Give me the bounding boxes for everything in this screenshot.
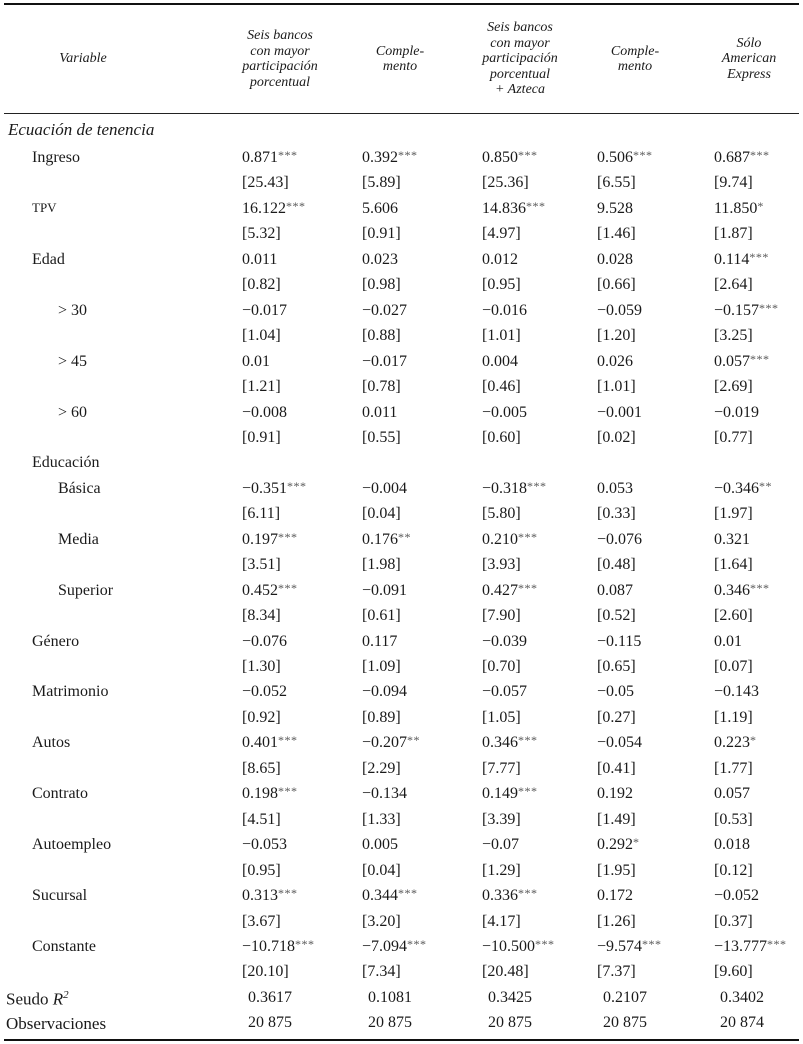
- t-stat-cell: [5.32]: [242, 225, 281, 243]
- footer-value-cell: 0.3425: [488, 989, 532, 1006]
- row-label: Básica: [58, 479, 101, 497]
- t-stat-cell: [0.92]: [242, 708, 281, 726]
- table-row: [0, 528, 803, 553]
- significance-stars: ***: [278, 733, 298, 748]
- table-row: [0, 833, 803, 858]
- coefficient-cell: −13.777***: [714, 936, 787, 955]
- coefficient-cell: 0.197***: [242, 529, 298, 548]
- coefficient-cell: −0.001: [597, 403, 643, 421]
- coefficient-cell: 0.336***: [482, 886, 538, 905]
- significance-stars: ***: [398, 148, 418, 162]
- significance-stars: ***: [518, 784, 538, 799]
- coefficient-cell: 0.210***: [482, 529, 538, 548]
- coefficient-cell: 0.149***: [482, 784, 538, 803]
- row-label: > 60: [58, 403, 88, 421]
- footer-value-cell: 0.3617: [248, 989, 292, 1006]
- footer-value-cell: 20 874: [720, 1014, 764, 1031]
- row-label: Matrimonio: [32, 683, 109, 701]
- coefficient-cell: 5.606: [362, 199, 398, 217]
- table-row-tstat: [0, 910, 803, 935]
- t-stat-cell: [1.01]: [482, 327, 521, 345]
- section-title: Ecuación de tenencia: [8, 120, 155, 139]
- coefficient-cell: −0.005: [482, 403, 528, 421]
- t-stat-cell: [2.69]: [714, 378, 753, 396]
- t-stat-cell: [25.43]: [242, 174, 289, 192]
- row-label: Constante: [32, 937, 96, 955]
- footer-value-cell: 20 875: [488, 1014, 532, 1031]
- t-stat-cell: [3.20]: [362, 912, 401, 930]
- coefficient-cell: 0.012: [482, 250, 518, 268]
- footer-label: Seudo $R^2$: [6, 989, 69, 1009]
- t-stat-cell: [0.04]: [362, 861, 401, 879]
- t-stat-cell: [1.04]: [242, 327, 281, 345]
- t-stat-cell: [1.33]: [362, 810, 401, 828]
- table-row: [0, 579, 803, 604]
- t-stat-cell: [0.82]: [242, 276, 281, 294]
- coefficient-cell: 0.018: [714, 836, 750, 854]
- table-row: [0, 782, 803, 807]
- significance-stars: ***: [527, 478, 547, 493]
- coefficient-cell: 0.057: [714, 785, 750, 803]
- t-stat-cell: [0.37]: [714, 912, 753, 930]
- column-header-line: Comple-: [610, 43, 660, 59]
- coefficient-cell: 11.850*: [714, 198, 764, 217]
- row-label: Autoempleo: [32, 836, 112, 854]
- significance-stars: ***: [642, 936, 662, 951]
- coefficient-cell: 0.392***: [362, 148, 418, 166]
- coefficient-cell: −0.076: [242, 632, 288, 650]
- significance-stars: ***: [278, 529, 298, 544]
- coefficient-cell: −0.059: [597, 301, 643, 319]
- significance-stars: **: [759, 478, 773, 493]
- t-stat-cell: [4.17]: [482, 912, 521, 930]
- column-header-c4: [585, 6, 685, 112]
- t-stat-cell: [6.11]: [242, 505, 281, 523]
- coefficient-cell: 0.011: [362, 403, 398, 421]
- table-row-tstat: [0, 553, 803, 578]
- coefficient-cell: 0.005: [362, 836, 398, 854]
- significance-stars: **: [398, 529, 411, 544]
- t-stat-cell: [6.55]: [597, 174, 636, 192]
- table-row: [0, 935, 803, 960]
- t-stat-cell: [0.53]: [714, 810, 753, 828]
- table-footer-row: [0, 986, 803, 1011]
- table-row-tstat: [0, 757, 803, 782]
- row-label: Edad: [32, 250, 65, 268]
- significance-stars: ***: [750, 580, 770, 595]
- footer-value-cell: 20 875: [248, 1014, 292, 1031]
- t-stat-cell: [3.67]: [242, 912, 281, 930]
- coefficient-cell: 0.223*: [714, 733, 757, 752]
- t-stat-cell: [4.97]: [482, 225, 521, 243]
- footer-value-cell: 20 875: [368, 1014, 412, 1031]
- t-stat-cell: [0.27]: [597, 708, 636, 726]
- table-row: [0, 146, 803, 171]
- coefficient-cell: 0.321: [714, 530, 750, 548]
- t-stat-cell: [0.88]: [362, 327, 401, 345]
- coefficient-cell: 0.198***: [242, 784, 298, 803]
- t-stat-cell: [8.34]: [242, 607, 281, 625]
- t-stat-cell: [7.90]: [482, 607, 521, 625]
- coefficient-cell: −0.019: [714, 403, 760, 421]
- coefficient-cell: −0.318***: [482, 478, 547, 497]
- t-stat-cell: [8.65]: [242, 759, 281, 777]
- coefficient-cell: 0.687***: [714, 148, 770, 166]
- column-header-line: porcentual: [489, 66, 551, 82]
- t-stat-cell: [1.30]: [242, 658, 281, 675]
- significance-stars: *: [633, 835, 640, 850]
- row-label: Sucursal: [32, 887, 88, 905]
- significance-stars: ***: [518, 886, 538, 901]
- coefficient-cell: 9.528: [597, 199, 633, 217]
- row-label: Media: [58, 530, 99, 548]
- column-header-line: mento: [382, 59, 418, 74]
- t-stat-cell: [20.48]: [482, 963, 529, 981]
- coefficient-cell: 0.053: [597, 479, 633, 497]
- table-row: [0, 884, 803, 909]
- coefficient-cell: 0.192: [597, 785, 633, 803]
- table-row: [0, 350, 803, 375]
- table-row-tstat: [0, 426, 803, 451]
- table-row: [0, 680, 803, 705]
- t-stat-cell: [1.26]: [597, 912, 636, 930]
- t-stat-cell: [0.91]: [362, 225, 401, 243]
- significance-stars: *: [757, 198, 764, 213]
- significance-stars: ***: [750, 351, 770, 366]
- significance-stars: ***: [749, 249, 769, 264]
- coefficient-cell: −0.054: [597, 734, 643, 752]
- coefficient-cell: −0.052: [714, 887, 760, 905]
- significance-stars: ***: [287, 478, 307, 493]
- table-top-rule: [4, 3, 799, 5]
- significance-stars: ***: [518, 529, 538, 544]
- t-stat-cell: [1.05]: [482, 708, 521, 726]
- column-header-line: Express: [727, 66, 771, 82]
- coefficient-cell: 0.026: [597, 352, 633, 370]
- table-row-tstat: [0, 808, 803, 833]
- row-label: Género: [32, 632, 80, 650]
- coefficient-cell: −0.207**: [362, 733, 421, 752]
- column-header-c1: [200, 6, 360, 112]
- significance-stars: ***: [750, 148, 770, 162]
- t-stat-cell: [1.49]: [597, 810, 636, 828]
- coefficient-cell: 0.01: [714, 632, 742, 650]
- significance-stars: ***: [767, 936, 787, 951]
- footer-value-cell: 0.2107: [603, 989, 647, 1006]
- coefficient-cell: 0.176**: [362, 529, 411, 548]
- table-row-tstat: [0, 706, 803, 731]
- column-header-var: [8, 6, 158, 112]
- coefficient-cell: 0.172: [597, 887, 633, 905]
- t-stat-cell: [0.95]: [482, 276, 521, 294]
- coefficient-cell: −0.052: [242, 683, 288, 701]
- t-stat-cell: [1.20]: [597, 327, 636, 345]
- coefficient-cell: 0.427***: [482, 580, 538, 599]
- coefficient-cell: 0.114***: [714, 249, 769, 268]
- t-stat-cell: [5.89]: [362, 174, 401, 192]
- table-row: [0, 477, 803, 502]
- coefficient-cell: −0.076: [597, 530, 643, 548]
- t-stat-cell: [1.87]: [714, 225, 753, 243]
- coefficient-cell: −10.500***: [482, 936, 555, 955]
- coefficient-cell: −0.157***: [714, 300, 779, 319]
- t-stat-cell: [0.04]: [362, 505, 401, 523]
- coefficient-cell: 16.122***: [242, 198, 306, 217]
- t-stat-cell: [7.37]: [597, 963, 636, 981]
- footer-label: Observaciones: [6, 1014, 107, 1033]
- coefficient-cell: 0.344***: [362, 886, 418, 905]
- t-stat-cell: [0.41]: [597, 759, 636, 777]
- coefficient-cell: 0.401***: [242, 733, 298, 752]
- significance-stars: ***: [518, 148, 538, 162]
- significance-stars: ***: [407, 936, 427, 951]
- table-row: [0, 248, 803, 273]
- row-label: TPV: [32, 199, 57, 215]
- coefficient-cell: −0.091: [362, 581, 408, 599]
- t-stat-cell: [9.60]: [714, 963, 753, 981]
- table-row-tstat: [0, 960, 803, 985]
- t-stat-cell: [1.64]: [714, 556, 753, 574]
- t-stat-cell: [4.51]: [242, 810, 281, 828]
- significance-stars: ***: [278, 784, 298, 799]
- table-row: [0, 731, 803, 756]
- significance-stars: ***: [278, 580, 298, 595]
- coefficient-cell: −0.008: [242, 403, 288, 421]
- coefficient-cell: −0.07: [482, 836, 520, 854]
- column-header-line: Comple-: [375, 43, 425, 59]
- t-stat-cell: [1.97]: [714, 505, 753, 523]
- significance-stars: ***: [278, 148, 298, 162]
- coefficient-cell: 14.836***: [482, 198, 546, 217]
- t-stat-cell: [1.29]: [482, 861, 521, 879]
- coefficient-cell: −7.094***: [362, 936, 427, 955]
- coefficient-cell: 0.506***: [597, 148, 653, 166]
- t-stat-cell: [3.39]: [482, 810, 521, 828]
- coefficient-cell: 0.452***: [242, 580, 298, 599]
- t-stat-cell: [0.78]: [362, 378, 401, 396]
- t-stat-cell: [0.33]: [597, 505, 636, 523]
- table-row-tstat: [0, 859, 803, 884]
- coefficient-cell: −10.718***: [242, 936, 315, 955]
- t-stat-cell: [0.07]: [714, 658, 753, 675]
- t-stat-cell: [0.55]: [362, 428, 401, 446]
- coefficient-cell: −0.115: [597, 632, 642, 650]
- table-bottom-rule: [4, 1039, 799, 1041]
- t-stat-cell: [5.80]: [482, 505, 521, 523]
- t-stat-cell: [1.46]: [597, 225, 636, 243]
- coefficient-cell: 0.346***: [714, 580, 770, 599]
- coefficient-cell: 0.028: [597, 250, 633, 268]
- t-stat-cell: [20.10]: [242, 963, 289, 981]
- table-row: [0, 299, 803, 324]
- coefficient-cell: −0.053: [242, 836, 288, 854]
- table-row-tstat: [0, 171, 803, 196]
- coefficient-cell: −0.094: [362, 683, 408, 701]
- coefficient-cell: 0.023: [362, 250, 398, 268]
- coefficient-cell: −0.057: [482, 683, 528, 701]
- coefficient-cell: 0.871***: [242, 148, 298, 166]
- coefficient-cell: −0.017: [362, 352, 408, 370]
- significance-stars: *: [750, 733, 757, 748]
- column-header-line: + Azteca: [494, 82, 545, 98]
- coefficient-cell: −0.351***: [242, 478, 307, 497]
- coefficient-cell: 0.346***: [482, 733, 538, 752]
- column-header-line: Seis bancos: [247, 28, 313, 43]
- t-stat-cell: [1.98]: [362, 556, 401, 574]
- t-stat-cell: [0.02]: [597, 428, 636, 446]
- coefficient-cell: −0.134: [362, 785, 408, 803]
- table-row-tstat: [0, 604, 803, 629]
- coefficient-cell: 0.850***: [482, 148, 538, 166]
- t-stat-cell: [0.91]: [242, 428, 281, 446]
- footer-value-cell: 0.1081: [368, 989, 412, 1006]
- column-header-line: porcentual: [249, 74, 311, 90]
- coefficient-cell: 0.011: [242, 250, 278, 268]
- t-stat-cell: [7.77]: [482, 759, 521, 777]
- coefficient-cell: −0.016: [482, 301, 528, 319]
- coefficient-cell: −0.039: [482, 632, 528, 650]
- table-row-tstat: [0, 324, 803, 349]
- t-stat-cell: [1.19]: [714, 708, 753, 726]
- column-header-line: Sólo: [736, 35, 762, 51]
- t-stat-cell: [7.34]: [362, 963, 401, 981]
- column-header-line: Variable: [59, 51, 107, 67]
- coefficient-cell: 0.004: [482, 352, 518, 370]
- significance-stars: ***: [759, 300, 779, 315]
- t-stat-cell: [0.89]: [362, 708, 401, 726]
- coefficient-cell: −0.004: [362, 479, 408, 497]
- coefficient-cell: 0.292*: [597, 835, 640, 854]
- t-stat-cell: [1.77]: [714, 759, 753, 777]
- coefficient-cell: −0.05: [597, 683, 635, 701]
- row-label: Superior: [58, 581, 114, 599]
- table-row: [0, 401, 803, 426]
- table-row-tstat: [0, 502, 803, 527]
- t-stat-cell: [0.48]: [597, 556, 636, 574]
- coefficient-cell: −0.143: [714, 683, 760, 701]
- coefficient-cell: 0.087: [597, 581, 633, 599]
- column-header-line: American: [721, 51, 777, 67]
- coefficient-cell: −0.027: [362, 301, 408, 319]
- t-stat-cell: [1.95]: [597, 861, 636, 879]
- row-label: Autos: [32, 734, 71, 752]
- coefficient-cell: 0.01: [242, 352, 270, 370]
- significance-stars: ***: [295, 936, 315, 951]
- table-row: [0, 630, 803, 655]
- table-row: [0, 197, 803, 222]
- significance-stars: ***: [633, 148, 653, 162]
- t-stat-cell: [0.46]: [482, 378, 521, 396]
- t-stat-cell: [0.70]: [482, 658, 521, 675]
- footer-value-cell: 0.3402: [720, 989, 764, 1006]
- table-header-rule: [4, 113, 799, 114]
- coefficient-cell: 0.117: [362, 632, 398, 650]
- coefficient-cell: 0.313***: [242, 886, 298, 905]
- t-stat-cell: [0.60]: [482, 428, 521, 446]
- row-label: > 45: [58, 352, 88, 370]
- t-stat-cell: [3.51]: [242, 556, 281, 574]
- column-header-line: con mayor: [490, 35, 550, 51]
- table-row: [0, 451, 803, 476]
- t-stat-cell: [3.25]: [714, 327, 753, 345]
- significance-stars: ***: [278, 886, 298, 901]
- column-header-line: participación: [482, 51, 558, 67]
- significance-stars: **: [407, 733, 421, 748]
- row-label: Contrato: [32, 785, 88, 803]
- t-stat-cell: [2.60]: [714, 607, 753, 625]
- t-stat-cell: [9.74]: [714, 174, 753, 192]
- t-stat-cell: [0.61]: [362, 607, 401, 625]
- significance-stars: ***: [518, 733, 538, 748]
- table-row-tstat: [0, 655, 803, 680]
- t-stat-cell: [3.93]: [482, 556, 521, 574]
- significance-stars: ***: [535, 936, 555, 951]
- t-stat-cell: [1.21]: [242, 378, 281, 396]
- table-row-tstat: [0, 375, 803, 400]
- t-stat-cell: [0.98]: [362, 276, 401, 294]
- coefficient-cell: −0.346**: [714, 478, 773, 497]
- column-header-c3: [440, 6, 600, 112]
- t-stat-cell: [0.77]: [714, 428, 753, 446]
- column-header-line: Seis bancos: [487, 20, 553, 36]
- coefficient-cell: 0.057***: [714, 351, 770, 370]
- coefficient-cell: −9.574***: [597, 936, 662, 955]
- column-header-line: participación: [242, 59, 318, 74]
- t-stat-cell: [0.66]: [597, 276, 636, 294]
- table-footer-row: [0, 1011, 803, 1036]
- column-header-line: con mayor: [250, 43, 310, 59]
- significance-stars: ***: [518, 580, 538, 595]
- column-header-line: mento: [617, 59, 653, 74]
- t-stat-cell: [25.36]: [482, 174, 529, 192]
- table-row-tstat: [0, 222, 803, 247]
- column-header-c5: [695, 6, 803, 112]
- t-stat-cell: [0.95]: [242, 861, 281, 879]
- t-stat-cell: [0.12]: [714, 861, 753, 879]
- t-stat-cell: [1.09]: [362, 658, 401, 675]
- significance-stars: ***: [526, 198, 546, 213]
- t-stat-cell: [2.64]: [714, 276, 753, 294]
- significance-stars: ***: [398, 886, 418, 901]
- footer-value-cell: 20 875: [603, 1014, 647, 1031]
- t-stat-cell: [1.01]: [597, 378, 636, 396]
- t-stat-cell: [0.65]: [597, 658, 636, 675]
- t-stat-cell: [0.52]: [597, 607, 636, 625]
- table-row-tstat: [0, 273, 803, 298]
- row-label: > 30: [58, 301, 88, 319]
- significance-stars: ***: [286, 198, 306, 213]
- row-label: Educación: [32, 454, 100, 472]
- coefficient-cell: −0.017: [242, 301, 288, 319]
- row-label: Ingreso: [32, 149, 80, 166]
- t-stat-cell: [2.29]: [362, 759, 401, 777]
